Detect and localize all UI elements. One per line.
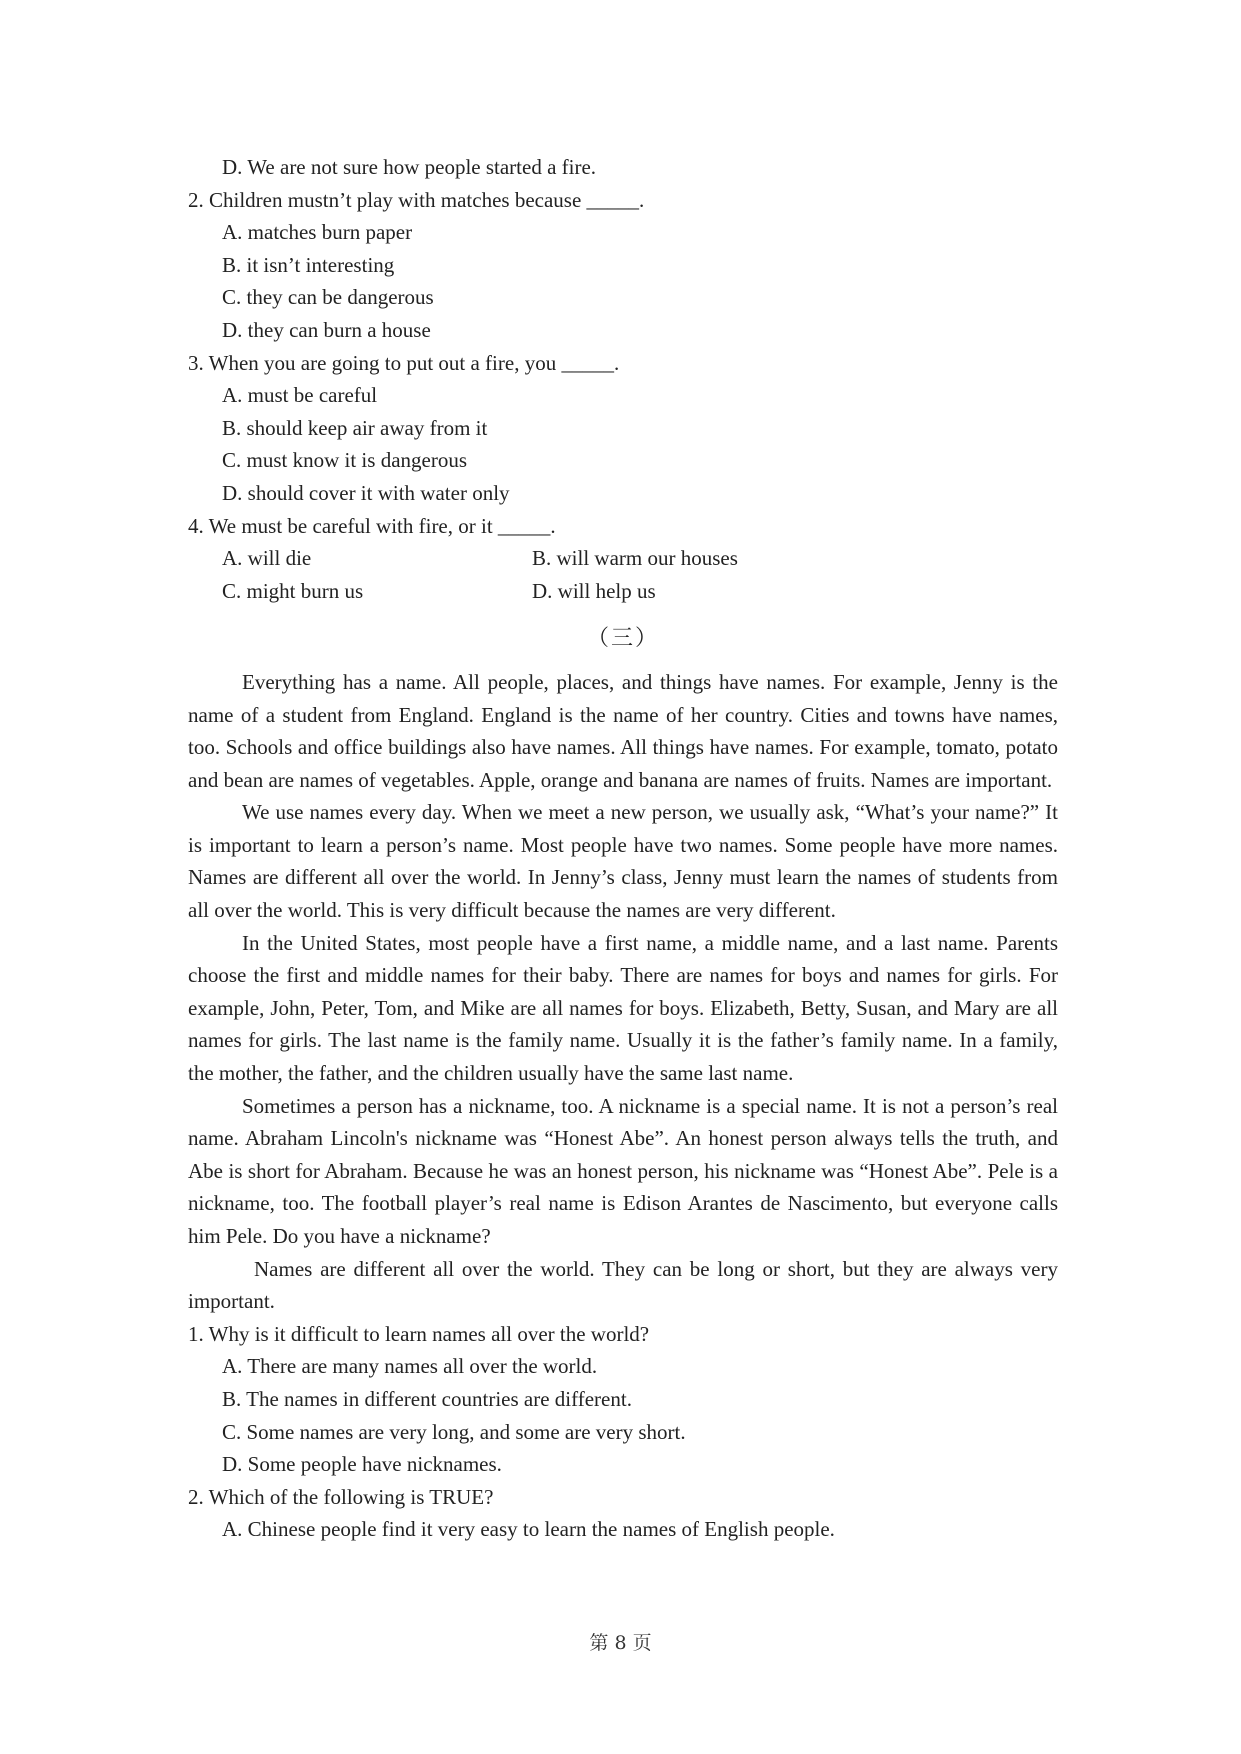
- passage-question-1-stem: 1. Why is it difficult to learn names all over the world?: [188, 1321, 650, 1346]
- question-4-options-row-2: [188, 575, 1058, 608]
- section-3-title: （三）: [586, 626, 659, 652]
- passage-question-2-stem: 2. Which of the following is TRUE?: [188, 1484, 494, 1509]
- question-4-option-b: B. will warm our houses: [532, 546, 738, 571]
- question-2-option-b: B. it isn’t interesting: [222, 252, 395, 277]
- page-content: [188, 151, 1058, 1546]
- passage-paragraph-1: Everything has a name. All people, places, and things have names. For example, Jenny is the name of a student from England. England is the name of her country. Cities and towns have names, too. Schools and office buildings also have names. All things have names. For example, tomato, potato and bean are names of vegetables. Apple, orange and banana are names of fruits. Names are important.: [188, 669, 1058, 792]
- passage-paragraph-2: We use names every day. When we meet a new person, we usually ask, “What’s your name?” It is important to learn a person’s name. Most people have two names. Some people have more names. Names are different all over the world. In Jenny’s class, Jenny must learn the names of students from all over the world. This is very difficult because the names are very different.: [188, 800, 1058, 923]
- question-3-option-c: C. must know it is dangerous: [222, 448, 467, 473]
- passage-question-1-option-a: A. There are many names all over the world.: [222, 1354, 598, 1379]
- passage-question-2-option-a: A. Chinese people find it very easy to learn the names of English people.: [222, 1517, 835, 1542]
- passage-paragraph-3: In the United States, most people have a first name, a middle name, and a last name. Parents choose the first and middle names for their baby. There are names for boys and names for girls. For example, John, Peter, Tom, and Mike are all names for boys. Elizabeth, Betty, Susan, and Mary are all names for girls. The last name is the family name. Usually it is the father’s family name. In a family, the mother, the father, and the children usually have the same last name.: [188, 930, 1058, 1086]
- passage-question-1-option-d: D. Some people have nicknames.: [222, 1452, 502, 1477]
- passage-paragraph-5: Names are different all over the world. They can be long or short, but they are always very important.: [188, 1256, 1058, 1314]
- question-3-stem: 3. When you are going to put out a fire, you _____.: [188, 350, 620, 375]
- question-4-option-d: D. will help us: [532, 578, 656, 603]
- question-3-option-a: A. must be careful: [222, 383, 378, 408]
- question-2-stem: 2. Children mustn’t play with matches because _____.: [188, 187, 645, 212]
- passage-question-1-option-c: C. Some names are very long, and some are very short.: [222, 1419, 686, 1444]
- question-4-options-row-1: [188, 542, 1058, 575]
- question-2-option-c: C. they can be dangerous: [222, 285, 434, 310]
- prev-question-option-d: D. We are not sure how people started a fire.: [222, 155, 597, 179]
- question-3-option-b: B. should keep air away from it: [222, 415, 488, 440]
- page-number-footer: 第 8 页: [589, 1632, 652, 1654]
- question-4-option-c: C. might burn us: [222, 578, 364, 603]
- question-4-stem: 4. We must be careful with fire, or it _____.: [188, 513, 556, 538]
- passage-question-1-option-b: B. The names in different countries are different.: [222, 1386, 632, 1411]
- question-2-option-d: D. they can burn a house: [222, 317, 431, 342]
- question-4-option-a: A. will die: [222, 546, 312, 571]
- passage-paragraph-4: Sometimes a person has a nickname, too. A nickname is a special name. It is not a person’s real name. Abraham Lincoln's nickname was “Honest Abe”. An honest person always tells the truth, and Abe is short for Abraham. Because he was an honest person, his nickname was “Honest Abe”. Pele is a nickname, too. The football player’s real name is Edison Arantes de Nascimento, but everyone calls him Pele. Do you have a nickname?: [188, 1093, 1058, 1248]
- question-2-option-a: A. matches burn paper: [222, 220, 413, 245]
- question-3-option-d: D. should cover it with water only: [222, 480, 510, 505]
